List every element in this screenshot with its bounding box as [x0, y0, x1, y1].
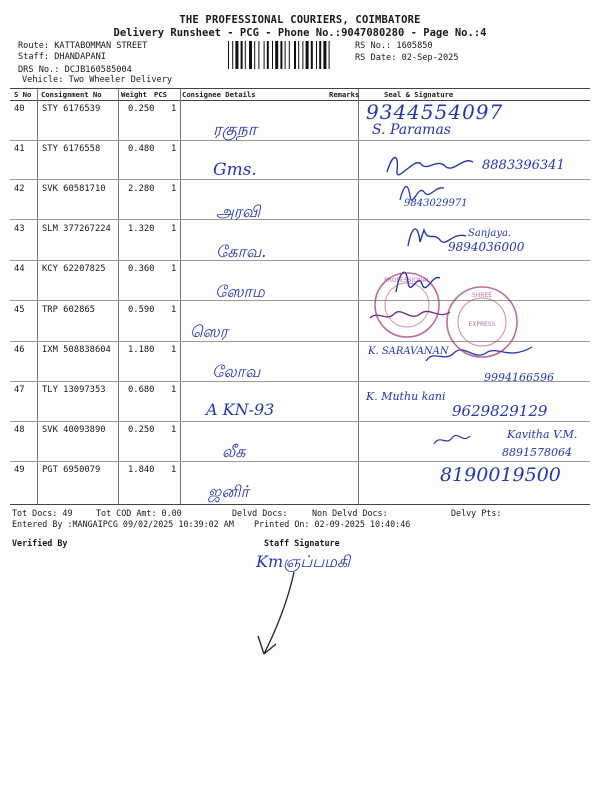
- handwritten-consignee: ஸெர: [190, 322, 228, 341]
- row-weight: 1.840: [128, 465, 155, 475]
- signature-scribble: [406, 222, 468, 250]
- col-header-seal: Seal & Signature: [384, 90, 454, 99]
- row-consignment: PGT 6950079: [42, 465, 101, 475]
- vehicle-label: Vehicle: Two Wheeler Delivery: [22, 75, 173, 85]
- row-sno: 41: [14, 144, 25, 154]
- row-consignment: TRP 602865: [42, 305, 95, 315]
- column-divider: [180, 89, 181, 504]
- row-sno: 44: [14, 264, 25, 274]
- row-weight: 0.250: [128, 425, 155, 435]
- signature-scribble: [398, 180, 448, 202]
- handwritten-consignee: லீக: [222, 442, 246, 461]
- row-weight: 0.480: [128, 144, 155, 154]
- row-sno: 40: [14, 104, 25, 114]
- row-pcs: 1: [171, 465, 177, 475]
- handwritten-consignee: லோவ: [212, 362, 261, 381]
- row-pcs: 1: [171, 385, 177, 395]
- row-pcs: 1: [171, 264, 177, 274]
- row-divider: [10, 219, 590, 220]
- handwritten-seal-phone: 8883396341: [482, 158, 565, 173]
- row-consignment: IXM 508838604: [42, 345, 111, 355]
- stamp-text: PROFESSIONAL: [384, 277, 430, 284]
- row-weight: 1.180: [128, 345, 155, 355]
- stamp-text: EXPRESS: [468, 321, 496, 328]
- signature-tick-stroke: [252, 570, 312, 660]
- route-label: Route: KATTABOMMAN STREET: [18, 41, 148, 51]
- entered-by: Entered By :MANGAIPCG 09/02/2025 10:39:02 AM: [12, 519, 234, 529]
- row-weight: 0.680: [128, 385, 155, 395]
- signature-scribble: [432, 432, 472, 448]
- table-bottom-rule: [10, 504, 590, 505]
- handwritten-seal-phone: 9994166596: [484, 371, 554, 384]
- handwritten-seal-name: K. Muthu kani: [366, 390, 446, 403]
- company-title: THE PROFESSIONAL COURIERS, COIMBATORE: [179, 14, 421, 26]
- handwritten-seal-phone: 9344554097: [366, 100, 504, 124]
- barcode-icon: [228, 41, 350, 69]
- column-divider: [37, 89, 38, 504]
- handwritten-seal-phone: 8190019500: [440, 464, 561, 486]
- row-sno: 42: [14, 184, 25, 194]
- row-weight: 1.320: [128, 224, 155, 234]
- delivery-points: Delvy Pts:: [451, 508, 502, 518]
- handwritten-seal-name: K. SARAVANAN: [368, 346, 449, 357]
- handwritten-consignee: கோவ.: [216, 242, 267, 261]
- row-pcs: 1: [171, 144, 177, 154]
- row-weight: 0.250: [128, 104, 155, 114]
- handwritten-consignee: Gms.: [213, 160, 257, 180]
- row-divider: [10, 260, 590, 261]
- col-header-sno: S No: [14, 90, 32, 99]
- row-consignment: SVK 40093890: [42, 425, 106, 435]
- signature-scribble: [385, 150, 475, 178]
- row-pcs: 1: [171, 305, 177, 315]
- column-divider: [118, 89, 119, 504]
- col-header-remarks: Remarks: [329, 90, 360, 99]
- runsheet-subtitle: Delivery Runsheet - PCG - Phone No.:9047080280 - Page No.:4: [113, 27, 487, 39]
- seal-stamp-icon: [372, 270, 442, 340]
- row-consignment: STY 6176539: [42, 104, 101, 114]
- handwritten-seal-phone: 9843029971: [404, 198, 468, 209]
- handwritten-consignee: ஸோம: [215, 282, 265, 301]
- handwritten-seal-phone: 9894036000: [448, 240, 525, 254]
- row-weight: 0.590: [128, 305, 155, 315]
- row-pcs: 1: [171, 345, 177, 355]
- row-consignment: KCY 62207825: [42, 264, 106, 274]
- row-divider: [10, 140, 590, 141]
- handwritten-consignee: A KN-93: [206, 400, 275, 419]
- row-pcs: 1: [171, 184, 177, 194]
- delivered-docs: Delvd Docs:: [232, 508, 288, 518]
- row-sno: 46: [14, 345, 25, 355]
- seal-stamp-icon: [444, 284, 520, 360]
- row-consignment: STY 6176558: [42, 144, 101, 154]
- row-sno: 48: [14, 425, 25, 435]
- drs-number: DRS No.: DCJB160585004: [18, 65, 132, 75]
- handwritten-consignee: ஜனிர்: [208, 482, 249, 501]
- total-docs: Tot Docs: 49: [12, 508, 73, 518]
- col-header-pcs: PCS: [154, 90, 167, 99]
- stamp-text: SHREE: [471, 292, 493, 299]
- row-weight: 2.280: [128, 184, 155, 194]
- row-divider: [10, 461, 590, 462]
- row-sno: 49: [14, 465, 25, 475]
- row-sno: 45: [14, 305, 25, 315]
- rs-number: RS No.: 1605850: [355, 41, 433, 51]
- col-header-weight: Weight: [121, 90, 147, 99]
- handwritten-seal-name: Kavitha V.M.: [507, 428, 578, 441]
- row-divider: [10, 179, 590, 180]
- handwritten-consignee: ரகுநா: [213, 120, 257, 140]
- handwritten-seal-name: S. Paramas: [372, 122, 451, 138]
- staff-label: Staff: DHANDAPANI: [18, 52, 106, 62]
- printed-on: Printed On: 02-09-2025 10:40:46: [254, 519, 411, 529]
- row-sno: 47: [14, 385, 25, 395]
- handwritten-seal-name: Sanjaya.: [468, 228, 512, 239]
- handwritten-seal-phone: 9629829129: [452, 402, 548, 420]
- total-cod-amount: Tot COD Amt: 0.00: [96, 508, 182, 518]
- non-delivered-docs: Non Delvd Docs:: [312, 508, 388, 518]
- row-sno: 43: [14, 224, 25, 234]
- row-consignment: SLM 377267224: [42, 224, 111, 234]
- col-header-consignment: Consignment No: [41, 90, 102, 99]
- col-header-consignee: Consignee Details: [182, 90, 256, 99]
- staff-signature-handwritten: Kmஞப்பமகி: [256, 552, 351, 571]
- row-divider: [10, 421, 590, 422]
- row-pcs: 1: [171, 224, 177, 234]
- row-pcs: 1: [171, 104, 177, 114]
- handwritten-consignee: அரவி: [216, 202, 261, 221]
- staff-signature-label: Staff Signature: [264, 538, 340, 548]
- column-divider: [358, 89, 359, 504]
- row-pcs: 1: [171, 425, 177, 435]
- verified-by-label: Verified By: [12, 538, 68, 548]
- row-consignment: TLY 13097353: [42, 385, 106, 395]
- row-consignment: SVK 60581710: [42, 184, 106, 194]
- table-top-rule: [10, 88, 590, 89]
- row-weight: 0.360: [128, 264, 155, 274]
- handwritten-seal-phone: 8891578064: [502, 446, 572, 459]
- rs-date: RS Date: 02-Sep-2025: [355, 53, 459, 63]
